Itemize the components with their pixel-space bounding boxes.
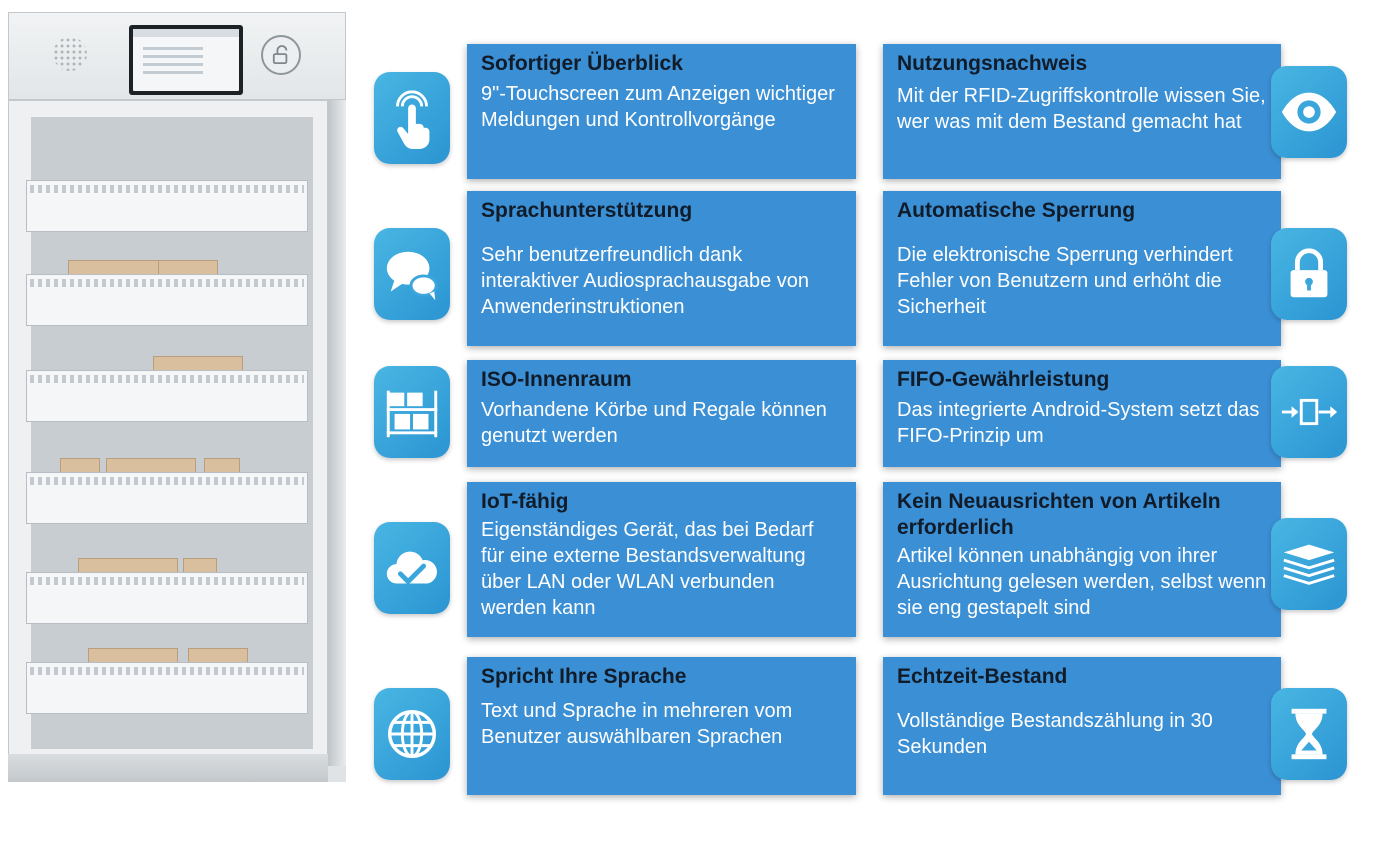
feature-card-spricht-ihre-sprache [467, 657, 856, 795]
feature-title: Sprachunterstützung [481, 199, 693, 222]
touch-hand-icon [374, 72, 450, 164]
cabinet-shelf [26, 180, 308, 232]
feature-title: ISO-Innenraum [481, 368, 632, 391]
feature-card-sprachunterstuetzung [467, 191, 856, 346]
feature-card-sofortiger-ueberblick [467, 44, 856, 179]
chat-bubbles-icon [374, 228, 450, 320]
feature-card-echtzeit-bestand [883, 657, 1281, 795]
feature-card-kein-neuausrichten [883, 482, 1281, 637]
cabinet-shelf [26, 274, 308, 326]
feature-title: FIFO-Gewährleistung [897, 368, 1110, 391]
cabinet-shelf [26, 662, 308, 714]
touchscreen [129, 25, 243, 95]
feature-title: IoT-fähig [481, 490, 569, 513]
feature-description: Sehr benutzerfreundlich dank interaktiver Audiosprachausgabe von Anwenderinstruktionen [481, 244, 809, 318]
feature-description: Text und Sprache in mehreren vom Benutzer auswählbaren Sprachen [481, 700, 793, 748]
stacked-sheets-icon [1271, 518, 1347, 610]
cabinet-top-panel [8, 12, 346, 100]
globe-icon [374, 688, 450, 780]
cabinet-shelf [26, 472, 308, 524]
cabinet-door-edge [328, 100, 346, 766]
cabinet-base [8, 754, 328, 782]
feature-description: Mit der RFID-Zugriffskontrolle wissen Sie, wer was mit dem Bestand gemacht hat [897, 85, 1266, 133]
feature-description: Vorhandene Körbe und Regale können genutzt werden [481, 399, 827, 447]
feature-title: Nutzungsnachweis [897, 52, 1088, 75]
feature-description: Das integrierte Android-System setzt das FIFO-Prinzip um [897, 399, 1260, 447]
cloud-check-icon [374, 522, 450, 614]
feature-title: Echtzeit-Bestand [897, 665, 1068, 688]
feature-description: Artikel können unabhängig von ihrer Ausrichtung gelesen werden, selbst wenn sie eng gestapelt sind [897, 545, 1267, 619]
fifo-arrows-icon [1271, 366, 1347, 458]
feature-card-automatische-sperrung [883, 191, 1281, 346]
feature-title: Kein Neuausrichten von Artikeln erforderlich [897, 490, 1221, 539]
padlock-icon [1271, 228, 1347, 320]
feature-description: 9"-Touchscreen zum Anzeigen wichtiger Meldungen und Kontrollvorgänge [481, 83, 835, 131]
unlock-icon [261, 35, 301, 75]
feature-title: Automatische Sperrung [897, 199, 1136, 222]
hourglass-icon [1271, 688, 1347, 780]
feature-title: Spricht Ihre Sprache [481, 665, 687, 688]
shelf-boxes-icon [374, 366, 450, 458]
rfid-cabinet-photo [8, 12, 346, 782]
feature-card-iso-innenraum [467, 360, 856, 467]
feature-card-nutzungsnachweis [883, 44, 1281, 179]
cabinet-shelf [26, 572, 308, 624]
feature-description: Vollständige Bestandszählung in 30 Sekunden [897, 710, 1213, 758]
feature-card-fifo-gewaehrleistung [883, 360, 1281, 467]
feature-description: Die elektronische Sperrung verhindert Fehler von Benutzern und erhöht die Sicherheit [897, 244, 1233, 318]
feature-description: Eigenständiges Gerät, das bei Bedarf für eine externe Bestandsverwaltung über LAN oder WLAN verbunden werden kann [481, 519, 814, 619]
cabinet-shelf [26, 370, 308, 422]
speaker-grille-icon [53, 37, 87, 71]
eye-icon [1271, 66, 1347, 158]
feature-card-iot-faehig [467, 482, 856, 637]
feature-title: Sofortiger Überblick [481, 52, 683, 75]
